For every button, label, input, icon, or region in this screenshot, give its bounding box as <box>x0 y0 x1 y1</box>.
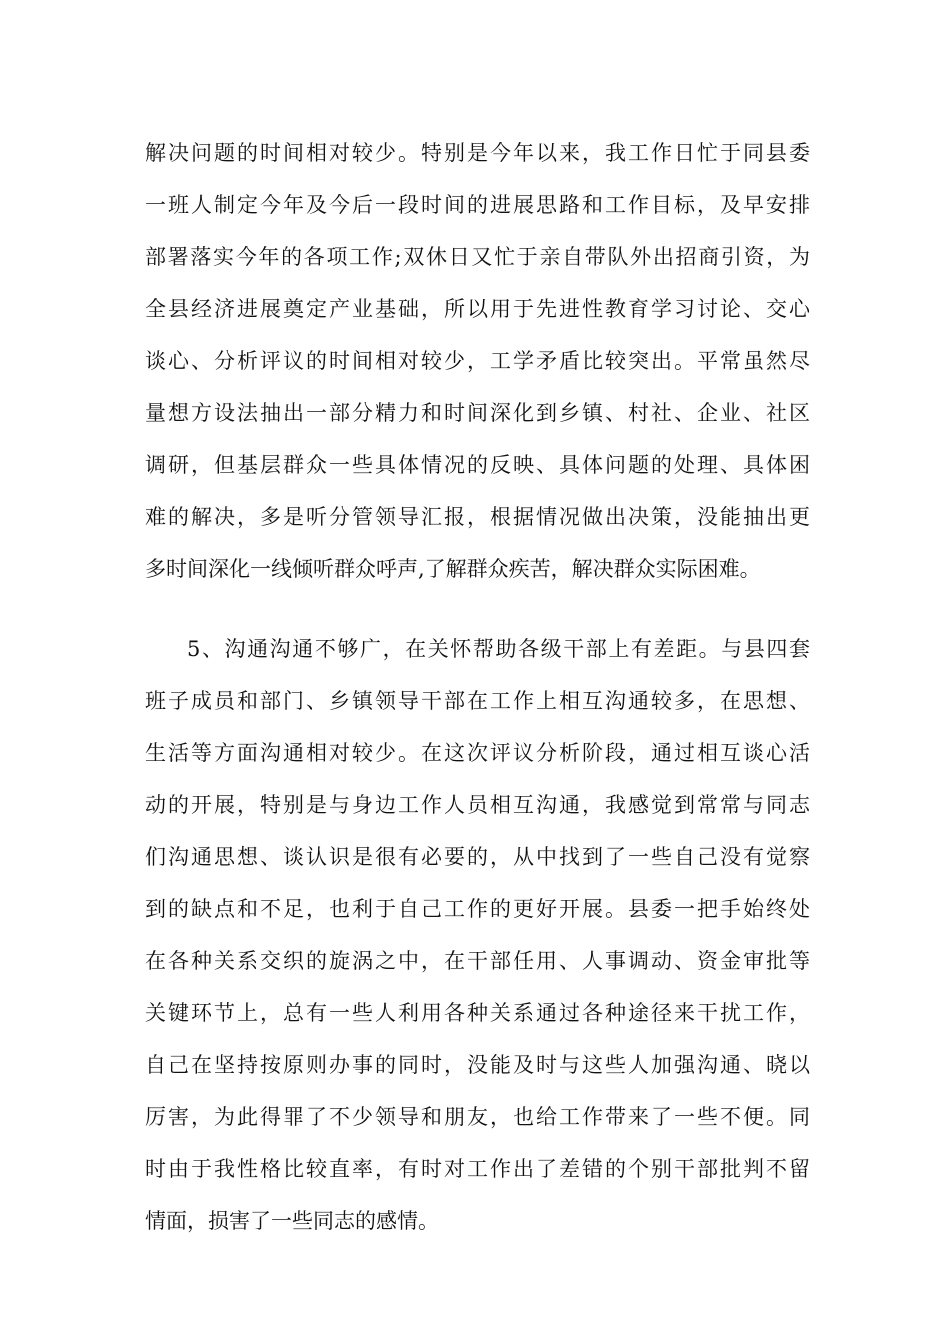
paragraph-2-line-11: 时由于我性格比较直率，有时对工作出了差错的个别干部批判不留 <box>145 1157 810 1181</box>
paragraph-2-line-8: 关键环节上，总有一些人利用各种关系通过各种途径来干扰工作， <box>145 1001 810 1025</box>
paragraph-1-line-6: 量想方设法抽出一部分精力和时间深化到乡镇、村社、企业、社区 <box>145 401 810 425</box>
paragraph-2-line-6: 到的缺点和不足，也利于自己工作的更好开展。县委一把手始终处 <box>145 897 810 921</box>
paragraph-2-line-7: 在各种关系交织的旋涡之中，在干部任用、人事调动、资金审批等 <box>145 949 810 973</box>
paragraph-2-line-2: 班子成员和部门、乡镇领导干部在工作上相互沟通较多，在思想、 <box>145 689 810 713</box>
paragraph-1-line-9: 多时间深化一线倾听群众呼声,了解群众疾苦，解决群众实际困难。 <box>145 557 761 581</box>
paragraph-2-line-3: 生活等方面沟通相对较少。在这次评议分析阶段，通过相互谈心活 <box>145 741 810 765</box>
paragraph-1-line-7: 调研，但基层群众一些具体情况的反映、具体问题的处理、具体困 <box>145 453 810 477</box>
paragraph-1-line-8: 难的解决，多是听分管领导汇报，根据情况做出决策，没能抽出更 <box>145 505 810 529</box>
paragraph-2-line-12: 情面，损害了一些同志的感情。 <box>145 1209 439 1233</box>
paragraph-2-line-4: 动的开展，特别是与身边工作人员相互沟通，我感觉到常常与同志 <box>145 793 810 817</box>
paragraph-2-line-1: 5、沟通沟通不够广，在关怀帮助各级干部上有差距。与县四套 <box>187 637 810 661</box>
paragraph-1-line-1: 解决问题的时间相对较少。特别是今年以来，我工作日忙于同县委 <box>145 141 810 165</box>
paragraph-2-line-9: 自己在坚持按原则办事的同时，没能及时与这些人加强沟通、晓以 <box>145 1053 810 1077</box>
paragraph-1-line-3: 部署落实今年的各项工作;双休日又忙于亲自带队外出招商引资，为 <box>145 245 810 269</box>
paragraph-1-line-5: 谈心、分析评议的时间相对较少，工学矛盾比较突出。平常虽然尽 <box>145 349 810 373</box>
paragraph-2-line-5: 们沟通思想、谈认识是很有必要的，从中找到了一些自己没有觉察 <box>145 845 810 869</box>
paragraph-1-line-2: 一班人制定今年及今后一段时间的进展思路和工作目标，及早安排 <box>145 193 810 217</box>
paragraph-2-line-10: 厉害，为此得罪了不少领导和朋友，也给工作带来了一些不便。同 <box>145 1105 810 1129</box>
paragraph-1-line-4: 全县经济进展奠定产业基础，所以用于先进性教育学习讨论、交心 <box>145 297 810 321</box>
